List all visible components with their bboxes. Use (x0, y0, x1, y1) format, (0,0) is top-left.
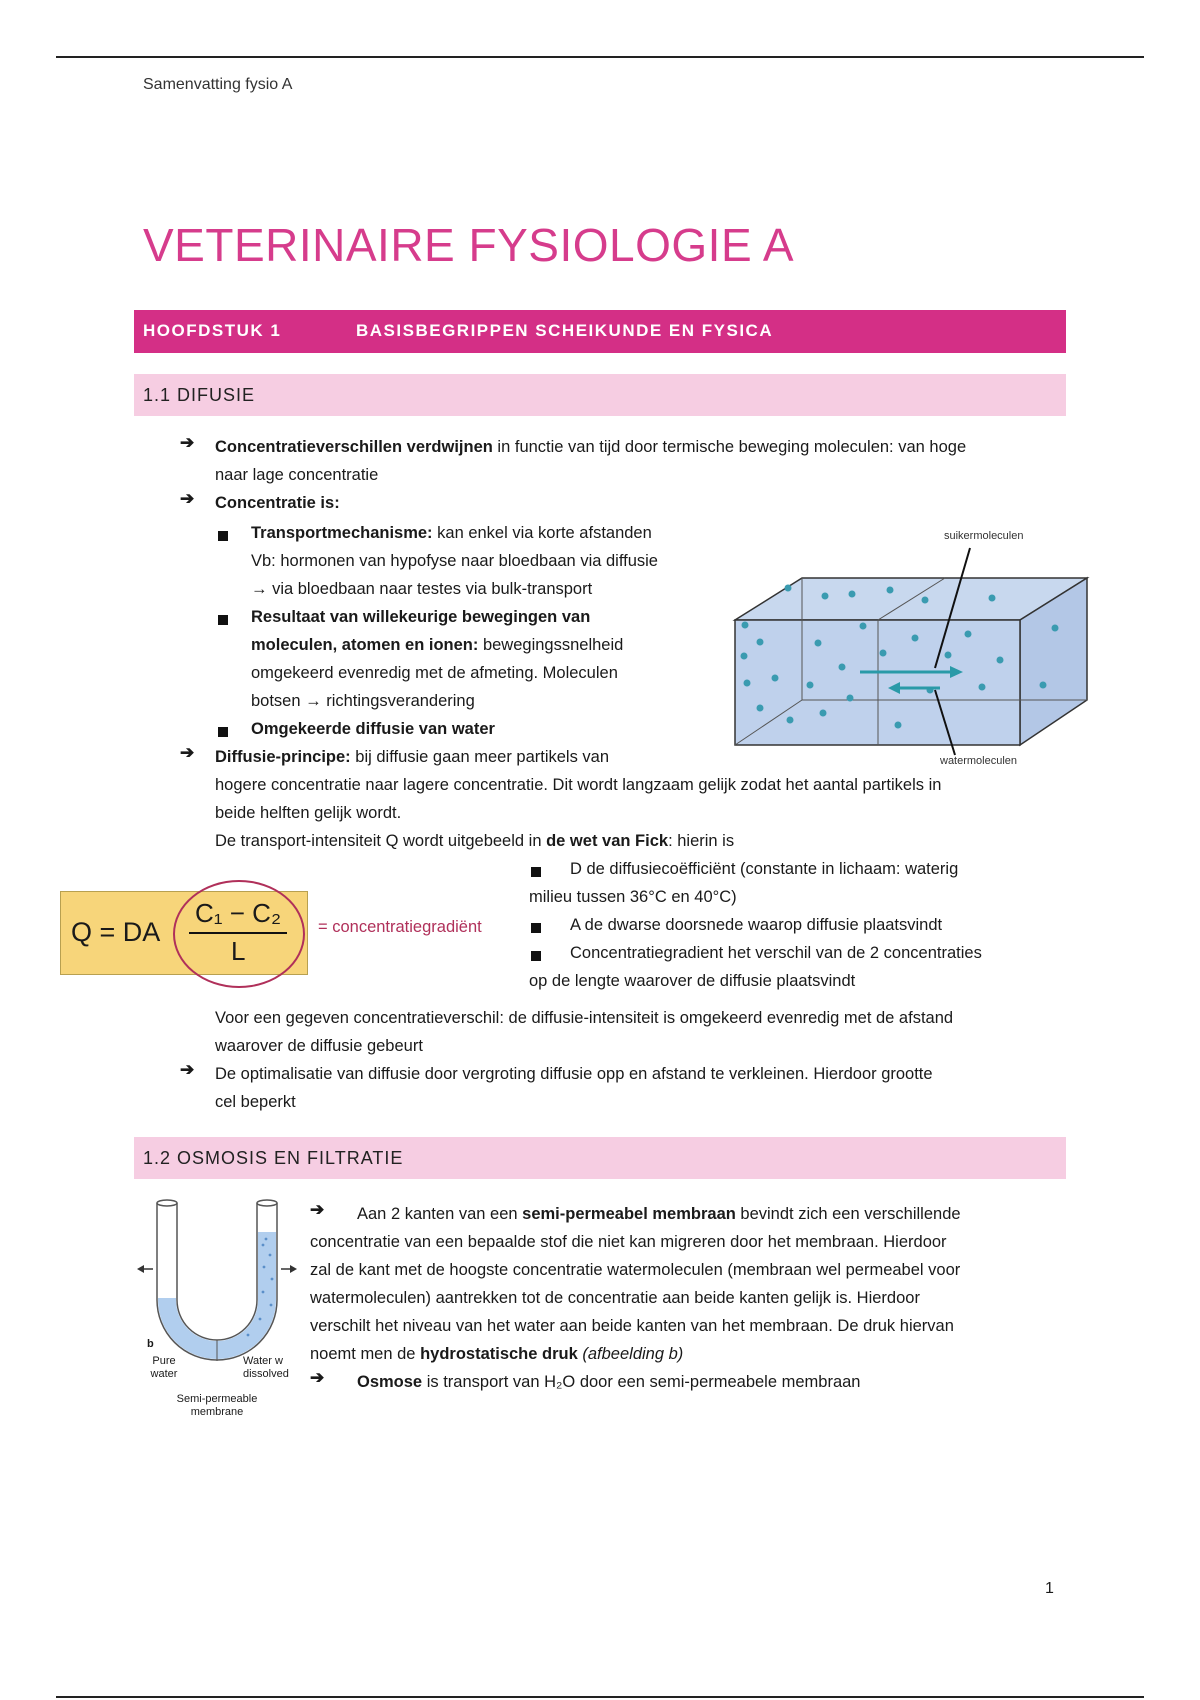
arrow-bullet-icon: ➔ (180, 743, 195, 762)
square-bullet-icon (531, 920, 541, 938)
square-bullet-icon (531, 864, 541, 882)
formula-denominator: L (231, 936, 246, 966)
bullet-line: cel beperkt (215, 1093, 296, 1111)
subbullet-omgekeerde-diffusie: Omgekeerde diffusie van water (251, 720, 495, 738)
fick-term-gradient: Concentratiegradient het verschil van de 2 concentraties (570, 944, 982, 962)
utube-label-b: b (147, 1338, 154, 1350)
arrow-bullet-icon: ➔ (180, 489, 195, 508)
bullet-line: beide helften gelijk wordt. (215, 804, 402, 822)
osmosis-paragraph-line: zal de kant met de hoogste concentratie watermoleculen (membraan wel permeabel voor (310, 1261, 961, 1279)
section-heading-osmosis (134, 1137, 1066, 1179)
subbullet-line: botsen → richtingsverandering (251, 692, 475, 710)
gradient-paragraph: Voor een gegeven concentratieverschil: de diffusie-intensiteit is omgekeerd evenredig met de afstand (215, 1009, 954, 1027)
bullet-concentratie-is: Concentratie is: (215, 494, 340, 512)
arrow-bullet-icon: ➔ (180, 433, 195, 452)
page-number: 1 (1045, 1580, 1054, 1597)
bottom-rule (56, 1696, 1144, 1698)
bullet-optimalisatie: De optimalisatie van diffusie door vergroting diffusie opp en afstand te verkleinen. Hierdoor grootte (215, 1065, 933, 1083)
fick-term-line: milieu tussen 36°C en 40°C) (529, 888, 737, 906)
osmosis-paragraph: Aan 2 kanten van een semi-permeabel membraan bevindt zich een verschillende (357, 1205, 961, 1223)
square-bullet-icon (531, 948, 541, 966)
osmosis-paragraph-line: concentratie van een bepaalde stof die niet kan migreren door het membraan. Hierdoor (310, 1233, 947, 1251)
fick-intro: De transport-intensiteit Q wordt uitgebeeld in de wet van Fick: hierin is (215, 832, 735, 850)
subbullet-line: Vb: hormonen van hypofyse naar bloedbaan via diffusie (251, 552, 658, 570)
running-head: Samenvatting fysio A (143, 76, 293, 93)
document-title: VETERINAIRE FYSIOLOGIE A (143, 219, 795, 271)
osmose-definition: Osmose is transport van H₂O door een semi-permeabele membraan (357, 1373, 861, 1391)
bullet-diffusie-principe: Diffusie-principe: bij diffusie gaan meer partikels van (215, 748, 610, 766)
utube-drawing (135, 1195, 300, 1365)
formula-lhs: Q = DA (71, 917, 161, 947)
fick-term-a: A de dwarse doorsnede waarop diffusie plaatsvindt (570, 916, 943, 934)
formula-numerator: C₁ − C₂ (195, 898, 282, 928)
bullet-line: naar lage concentratie (215, 466, 379, 484)
utube-label-pure-water: Pure water (150, 1355, 178, 1380)
osmosis-paragraph-line: verschilt het niveau van het water aan beide kanten van het membraan. De druk hiervan (310, 1317, 954, 1335)
formula-ellipse (173, 880, 305, 988)
osmosis-paragraph-line: watermoleculen) aantrekken tot de concentratie aan beide kanten gelijk is. Hierdoor (310, 1289, 920, 1307)
diffusion-box-drawing (730, 530, 1090, 770)
fick-term-d: D de diffusiecoëfficiënt (constante in lichaam: waterig (570, 860, 959, 878)
arrow-bullet-icon: ➔ (180, 1060, 195, 1079)
chapter-number: HOOFDSTUK 1 (143, 321, 282, 340)
fick-term-line: op de lengte waarover de diffusie plaatsvindt (529, 972, 856, 990)
chapter-heading (134, 310, 1066, 353)
chapter-title: BASISBEGRIPPEN SCHEIKUNDE EN FYSICA (356, 321, 774, 340)
section-title: 1.2 OSMOSIS EN FILTRATIE (143, 1148, 404, 1168)
square-bullet-icon (218, 612, 228, 630)
subbullet-line: → via bloedbaan naar testes via bulk-transport (251, 580, 593, 598)
section-title: 1.1 DIFUSIE (143, 385, 256, 405)
bullet-concentratieverschillen: Concentratieverschillen verdwijnen in functie van tijd door termische beweging moleculen: van hoge (215, 438, 967, 456)
section-heading-diffusie (134, 374, 1066, 416)
figure-label-suikermoleculen: suikermoleculen (944, 530, 1024, 542)
gradient-paragraph-line: waarover de diffusie gebeurt (215, 1037, 423, 1055)
subbullet-line: moleculen, atomen en ionen: bewegingssnelheid (251, 636, 624, 654)
utube-label-water-dissolved: Water w dissolved (243, 1355, 289, 1380)
subbullet-transportmechanisme: Transportmechanisme: kan enkel via korte afstanden (251, 524, 652, 542)
arrow-bullet-icon: ➔ (310, 1200, 325, 1219)
utube-label-membrane: Semi-permeable membrane (176, 1393, 258, 1418)
figure-label-watermoleculen: watermoleculen (940, 755, 1018, 767)
fick-formula (60, 891, 308, 975)
subbullet-line: omgekeerd evenredig met de afmeting. Moleculen (251, 664, 618, 682)
diffusion-figure (730, 530, 1090, 770)
top-rule (56, 56, 1144, 58)
square-bullet-icon (218, 724, 228, 742)
subbullet-resultaat: Resultaat van willekeurige bewegingen van (251, 608, 591, 626)
formula-annotation: = concentratiegradiënt (318, 918, 482, 936)
utube-figure (135, 1195, 300, 1425)
bullet-line: hogere concentratie naar lagere concentratie. Dit wordt langzaam gelijk zodat het aantal partikels in (215, 776, 942, 794)
arrow-bullet-icon: ➔ (310, 1368, 325, 1387)
osmosis-paragraph-line: noemt men de hydrostatische druk (afbeelding b) (310, 1345, 684, 1363)
square-bullet-icon (218, 528, 228, 546)
